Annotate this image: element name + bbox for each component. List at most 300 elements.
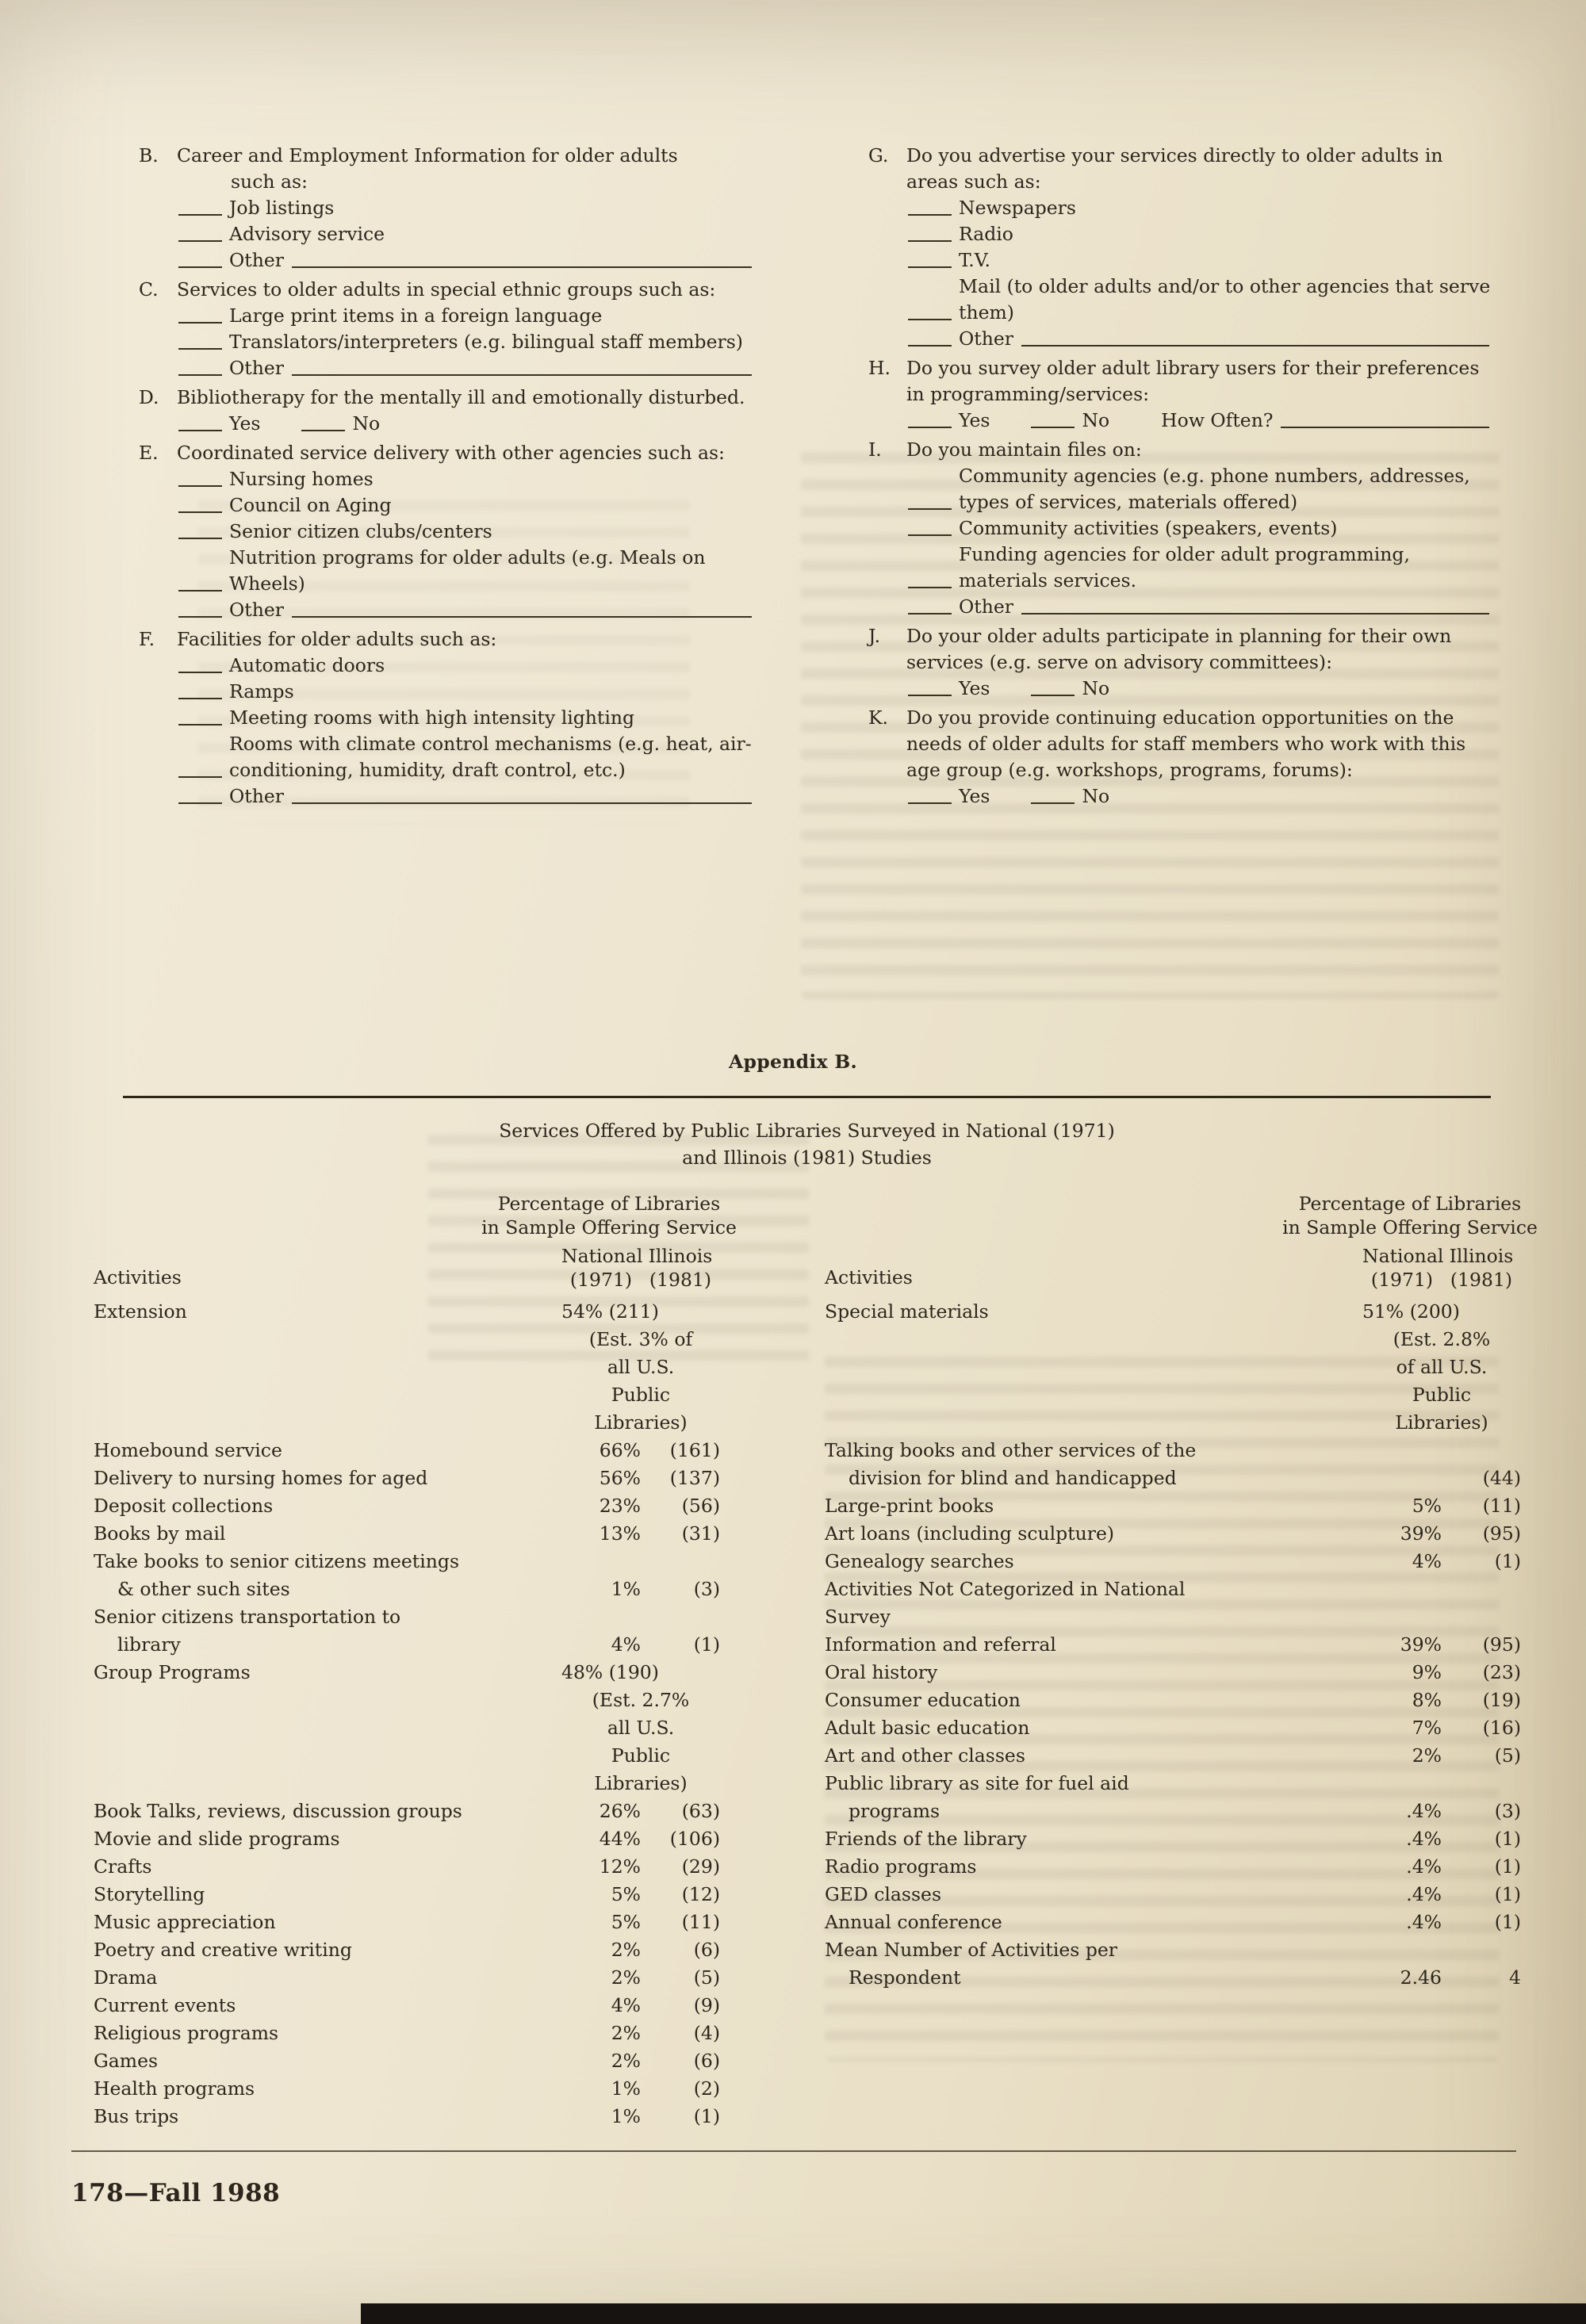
activity-label [94, 1936, 561, 1964]
illinois-year: (1981) [1450, 1269, 1513, 1291]
activity-label-line1: Crafts [94, 1855, 152, 1878]
question-option-row [177, 355, 753, 381]
table-row [825, 1853, 1521, 1881]
table-subheading [825, 1575, 1521, 1631]
estimate-note: (Est. 3% of [588, 1328, 693, 1350]
national-label: National [561, 1245, 643, 1267]
question-text: Career and Employment Information for older adults [177, 144, 678, 167]
national-value: 2% [611, 2022, 641, 2044]
activity-label-line1: Large-print books [825, 1495, 994, 1517]
option-label: Community activities (speakers, events) [959, 517, 1338, 539]
national-value: 23% [599, 1495, 641, 1517]
activity-label [825, 1936, 1362, 1992]
percentage-header-line2: in Sample Offering Service [1282, 1216, 1538, 1239]
question-body [177, 385, 753, 437]
percentage-header-line1: Percentage of Libraries [497, 1193, 721, 1215]
illinois-value: (29) [681, 1855, 720, 1878]
table-title-line2: and Illinois (1981) Studies [682, 1147, 932, 1169]
illinois-value: (3) [693, 1578, 720, 1600]
activity-label [94, 2047, 561, 2075]
question-letter: H. [868, 357, 891, 379]
fill-in-blank [908, 587, 952, 588]
national-value: 2% [1412, 1744, 1442, 1767]
activity-label-line1: Genealogy searches [825, 1550, 1014, 1572]
question-letter: E. [139, 442, 159, 464]
national-value: 44% [599, 1828, 641, 1850]
table-column-header [94, 1192, 737, 1292]
option-label: Ramps [229, 680, 294, 703]
national-value: 1% [611, 2077, 641, 2100]
activity-label-line1: Current events [94, 1994, 236, 2016]
estimate-note: (Est. 2.8% [1393, 1328, 1491, 1350]
activities-header: Activities [94, 1266, 182, 1288]
fill-in-blank [178, 266, 222, 268]
fill-in-blank [178, 374, 222, 376]
activity-label-line2: library [117, 1633, 181, 1656]
national-value: 26% [599, 1800, 641, 1822]
option-label: Other [229, 357, 284, 379]
fill-in-line [1021, 345, 1489, 346]
table-row [825, 1298, 1521, 1326]
fill-in-blank [908, 613, 952, 615]
fill-in-blank [1031, 802, 1075, 804]
activity-label [94, 2103, 561, 2131]
table-row [825, 1520, 1521, 1548]
table-note-row [94, 1714, 720, 1742]
activity-label-line1: Music appreciation [94, 1911, 276, 1933]
option-label: Other [229, 785, 284, 807]
question-option-row [177, 492, 753, 519]
fill-in-line [1021, 613, 1489, 615]
national-value: 56% [599, 1467, 641, 1489]
national-value: 2% [611, 2050, 641, 2072]
question-letter: J. [868, 625, 881, 647]
national-value: 5% [611, 1883, 641, 1905]
year-columns-header [561, 1244, 720, 1292]
activity-label-line2: programs [849, 1800, 940, 1822]
question-option-row [177, 519, 753, 545]
fill-in-blank [908, 319, 952, 320]
option-label: Rooms with climate control mechanisms (e.g. heat, air-conditioning, humidity, draft control, etc.) [229, 733, 752, 781]
illinois-year: (1981) [649, 1269, 712, 1291]
option-label: Other [229, 249, 284, 271]
yes-label: Yes [959, 409, 990, 431]
question-letter: B. [139, 144, 159, 167]
question-text: Do you provide continuing education opportunities on the needs of older adults for staff members who work with this age group (e.g. workshops, programs, forums): [906, 706, 1466, 781]
table-row [94, 2047, 720, 2075]
national-value: 39% [1400, 1633, 1442, 1656]
table-row [825, 1548, 1521, 1575]
option-label: Advisory service [229, 223, 385, 245]
activity-label [94, 1798, 561, 1825]
option-label: Other [959, 595, 1013, 618]
how-often-label: How Often? [1161, 409, 1274, 431]
option-label: Radio [959, 223, 1013, 245]
activity-label [94, 1603, 561, 1659]
table-note-row [825, 1381, 1521, 1409]
question-option-row [177, 466, 753, 492]
national-value: 1% [611, 2105, 641, 2127]
activity-label [825, 1825, 1362, 1853]
illinois-value: (31) [681, 1522, 720, 1545]
illinois-value: (1) [1494, 1911, 1521, 1933]
question-item [868, 355, 1491, 434]
fill-in-blank [178, 240, 222, 242]
option-label: Funding agencies for older adult programming, materials services. [959, 543, 1410, 592]
table-row [94, 1298, 720, 1326]
question-option-row [906, 274, 1491, 326]
footer-rule [71, 2150, 1516, 2152]
activity-label-line1: Storytelling [94, 1883, 205, 1905]
fill-in-blank [178, 698, 222, 699]
question-item [868, 705, 1491, 810]
activity-label [825, 1492, 1362, 1520]
question-option-row [177, 303, 753, 329]
fill-in-blank [178, 776, 222, 778]
activity-label [825, 1687, 1362, 1714]
option-label: Meeting rooms with high intensity lighting [229, 706, 635, 729]
illinois-value: (12) [681, 1883, 720, 1905]
illinois-value: (16) [1482, 1717, 1521, 1739]
table-row [825, 1770, 1521, 1825]
option-label: T.V. [959, 249, 991, 271]
option-label: Automatic doors [229, 654, 385, 676]
questionnaire-section [139, 143, 1491, 813]
fill-in-blank [178, 616, 222, 618]
services-table-right-half [825, 1192, 1538, 2131]
national-value: .4% [1406, 1883, 1442, 1905]
combined-value: 48% (190) [561, 1661, 659, 1683]
activity-label [825, 1659, 1362, 1687]
question-text: Coordinated service delivery with other agencies such as: [177, 442, 725, 464]
activity-label [94, 1881, 561, 1909]
percentage-header-line1: Percentage of Libraries [1298, 1193, 1522, 1215]
fill-in-blank [178, 485, 222, 487]
table-row [825, 1909, 1521, 1936]
table-note-row [94, 1409, 720, 1437]
option-label: Other [229, 599, 284, 621]
question-letter: D. [139, 386, 159, 408]
combined-value: 51% (200) [1362, 1300, 1460, 1323]
fill-in-blank [178, 511, 222, 513]
percentage-header-line2: in Sample Offering Service [481, 1216, 737, 1239]
national-value: 39% [1400, 1522, 1442, 1545]
question-body [906, 437, 1491, 620]
national-value: 4% [1412, 1550, 1442, 1572]
activity-label-line2: Respondent [849, 1966, 961, 1989]
question-option-row [906, 515, 1491, 542]
questionnaire-right-column [868, 143, 1491, 813]
question-letter: C. [139, 278, 159, 301]
option-label: Council on Aging [229, 494, 392, 516]
estimate-note: Public [611, 1744, 671, 1767]
question-option-row [177, 653, 753, 679]
illinois-value: (63) [681, 1800, 720, 1822]
table-row [825, 1659, 1521, 1687]
activity-label [94, 2075, 561, 2103]
national-year: (1971) [1370, 1269, 1434, 1291]
activity-label [825, 1881, 1362, 1909]
table-row [94, 1909, 720, 1936]
activity-label-line1: GED classes [825, 1883, 942, 1905]
activity-label [825, 1909, 1362, 1936]
question-option-row [906, 326, 1491, 352]
activity-label-line1: Games [94, 2050, 159, 2072]
activity-label-line1: Delivery to nursing homes for aged [94, 1467, 428, 1489]
table-row [94, 1464, 720, 1492]
option-label: Mail (to older adults and/or to other agencies that serve them) [959, 275, 1491, 324]
activity-label [94, 1520, 561, 1548]
national-value: 13% [599, 1522, 641, 1545]
estimate-note: Libraries) [594, 1772, 688, 1794]
no-label: No [352, 412, 381, 435]
question-item [868, 437, 1491, 620]
activity-label [825, 1714, 1362, 1742]
national-value: 5% [1412, 1495, 1442, 1517]
fill-in-blank [908, 802, 952, 804]
illinois-value: (1) [1494, 1883, 1521, 1905]
question-option-row [906, 221, 1491, 247]
activity-label: Group Programs [94, 1661, 251, 1683]
illinois-value: (56) [681, 1495, 720, 1517]
table-note-row [94, 1687, 720, 1714]
question-option-row [177, 195, 753, 221]
activities-header: Activities [825, 1266, 913, 1288]
subheading-line2: Survey [825, 1606, 891, 1628]
table-row [94, 1936, 720, 1964]
question-option-row [906, 594, 1491, 620]
question-body [177, 440, 753, 623]
table-row [825, 1714, 1521, 1742]
yes-label: Yes [959, 785, 990, 807]
question-option-row [177, 545, 753, 597]
fill-in-blank [1031, 427, 1075, 428]
estimate-note: Public [611, 1384, 671, 1406]
activity-label-line1: Public library as site for fuel aid [825, 1772, 1129, 1794]
national-value: 12% [599, 1855, 641, 1878]
question-body [906, 623, 1491, 702]
activity-label [825, 1631, 1362, 1659]
activity-label-line1: Bus trips [94, 2105, 179, 2127]
question-option-row [906, 195, 1491, 221]
fill-in-blank [908, 266, 952, 268]
illinois-value: (5) [693, 1966, 720, 1989]
question-option-row [177, 731, 753, 783]
illinois-value: (137) [669, 1467, 720, 1489]
table-note-row [825, 1326, 1521, 1353]
fill-in-line [1281, 427, 1489, 428]
activity-label-line1: Consumer education [825, 1689, 1021, 1711]
activity-label-line2: division for blind and handicapped [849, 1467, 1177, 1489]
national-value: 66% [599, 1439, 641, 1461]
activity-label [94, 1909, 561, 1936]
subheading-label [825, 1575, 1521, 1631]
question-option-row [906, 542, 1491, 594]
table-row [94, 1437, 720, 1464]
estimate-note: all U.S. [607, 1717, 675, 1739]
fill-in-line [292, 374, 752, 376]
table-row [94, 1659, 720, 1687]
question-text: Bibliotherapy for the mentally ill and emotionally disturbed. [177, 386, 745, 408]
fill-in-line [292, 802, 752, 804]
question-option-row [177, 329, 753, 355]
question-body [906, 705, 1491, 810]
table-title [123, 1117, 1491, 1171]
fill-in-blank [908, 240, 952, 242]
fill-in-blank [178, 590, 222, 592]
illinois-value: (11) [1482, 1495, 1521, 1517]
illinois-value: 4 [1509, 1966, 1521, 1989]
question-text: Do your older adults participate in planning for their own services (e.g. serve on advisory committees): [906, 625, 1452, 673]
activity-label-line1: Mean Number of Activities per [825, 1939, 1118, 1961]
table-row [94, 1798, 720, 1825]
question-item [139, 277, 753, 381]
national-value: 1% [611, 1578, 641, 1600]
activity-label [825, 1853, 1362, 1881]
activity-label-line1: Health programs [94, 2077, 255, 2100]
table-row [94, 1603, 720, 1659]
question-body [177, 277, 753, 381]
year-columns-header [1362, 1244, 1521, 1292]
illinois-value: (44) [1482, 1467, 1521, 1489]
national-value: 4% [611, 1994, 641, 2016]
question-option-row [906, 463, 1491, 515]
national-value: 7% [1412, 1717, 1442, 1739]
services-table-left-half [94, 1192, 737, 2131]
activity-label-line1: Poetry and creative writing [94, 1939, 352, 1961]
activity-label: Special materials [825, 1300, 989, 1323]
national-value: .4% [1406, 1828, 1442, 1850]
option-label: Nursing homes [229, 468, 374, 490]
illinois-value: (2) [693, 2077, 720, 2100]
table-note-row [94, 1770, 720, 1798]
question-item [139, 143, 753, 274]
fill-in-blank [908, 427, 952, 428]
question-body [177, 626, 753, 810]
activity-label: Extension [94, 1300, 187, 1323]
fill-in-blank [908, 534, 952, 536]
fill-in-blank [178, 348, 222, 350]
table-row [94, 1492, 720, 1520]
question-text-continuation: such as: [231, 170, 308, 193]
question-option-row [177, 411, 753, 437]
table-row [94, 1520, 720, 1548]
activity-label-line1: Information and referral [825, 1633, 1056, 1656]
estimate-note: Public [1412, 1384, 1472, 1406]
question-option-row [177, 783, 753, 810]
illinois-column-header [1442, 1244, 1521, 1292]
option-label: Nutrition programs for older adults (e.g. Meals on Wheels) [229, 546, 706, 595]
fill-in-blank [178, 724, 222, 726]
questionnaire-left-column [139, 143, 753, 813]
question-option-row [906, 783, 1491, 810]
illinois-value: (23) [1482, 1661, 1521, 1683]
question-item [139, 626, 753, 810]
option-label: Job listings [229, 197, 335, 219]
illinois-value: (1) [693, 1633, 720, 1656]
table-note-row [94, 1742, 720, 1770]
national-label: National [1362, 1245, 1444, 1267]
illinois-value: (1) [693, 2105, 720, 2127]
illinois-value: (1) [1494, 1855, 1521, 1878]
question-option-row [177, 597, 753, 623]
activity-label-line1: Book Talks, reviews, discussion groups [94, 1800, 462, 1822]
activity-label-line1: Radio programs [825, 1855, 977, 1878]
question-body [906, 355, 1491, 434]
activity-label-line2: & other such sites [117, 1578, 290, 1600]
question-letter: F. [139, 628, 155, 650]
illinois-label: Illinois [648, 1245, 713, 1267]
question-body [177, 143, 753, 274]
activity-label-line1: Movie and slide programs [94, 1828, 340, 1850]
national-value: 8% [1412, 1689, 1442, 1711]
no-label: No [1082, 785, 1110, 807]
question-option-row [177, 705, 753, 731]
table-note-row [94, 1326, 720, 1353]
illinois-value: (5) [1494, 1744, 1521, 1767]
services-table [94, 1192, 1586, 2131]
illinois-value: (9) [693, 1994, 720, 2016]
question-option-row [906, 247, 1491, 274]
question-option-row [906, 676, 1491, 702]
fill-in-blank [178, 538, 222, 539]
no-label: No [1082, 409, 1110, 431]
fill-in-blank [178, 214, 222, 216]
national-year: (1971) [569, 1269, 633, 1291]
activity-label-line1: Books by mail [94, 1522, 226, 1545]
national-value: 5% [611, 1911, 641, 1933]
activity-label [94, 1853, 561, 1881]
illinois-label: Illinois [1449, 1245, 1514, 1267]
table-row [825, 1437, 1521, 1492]
question-text: Do you survey older adult library users for their preferences in programming/services: [906, 357, 1480, 405]
fill-in-blank [908, 695, 952, 696]
fill-in-blank [1031, 695, 1075, 696]
fill-in-blank [908, 214, 952, 216]
national-value: .4% [1406, 1855, 1442, 1878]
option-label: Translators/interpreters (e.g. bilingual staff members) [229, 331, 743, 353]
illinois-value: (161) [669, 1439, 720, 1461]
activity-label-line1: Friends of the library [825, 1828, 1027, 1850]
illinois-value: (11) [681, 1911, 720, 1933]
option-label: Other [959, 327, 1013, 350]
activity-label-line1: Annual conference [825, 1911, 1002, 1933]
table-row [825, 1936, 1521, 1992]
yes-label: Yes [959, 677, 990, 699]
table-note-row [825, 1353, 1521, 1381]
option-label: Community agencies (e.g. phone numbers, addresses, types of services, materials offered) [959, 465, 1470, 513]
illinois-value: (6) [693, 2050, 720, 2072]
table-row [94, 2020, 720, 2047]
illinois-value: (19) [1482, 1689, 1521, 1711]
illinois-value: (1) [1494, 1828, 1521, 1850]
estimate-note: Libraries) [1395, 1411, 1488, 1434]
national-value: 4% [611, 1633, 641, 1656]
fill-in-blank [178, 672, 222, 673]
question-option-row [177, 221, 753, 247]
illinois-value: (95) [1482, 1633, 1521, 1656]
national-value: 2.46 [1400, 1966, 1442, 1989]
appendix-label: Appendix B. [728, 1051, 858, 1073]
illinois-value: (3) [1494, 1800, 1521, 1822]
activity-label [825, 1520, 1362, 1548]
illinois-column-header [641, 1244, 720, 1292]
fill-in-blank [178, 322, 222, 324]
table-column-header [825, 1192, 1538, 1292]
question-letter: K. [868, 706, 889, 729]
option-label: Senior citizen clubs/centers [229, 520, 492, 542]
estimate-note: all U.S. [607, 1356, 675, 1378]
